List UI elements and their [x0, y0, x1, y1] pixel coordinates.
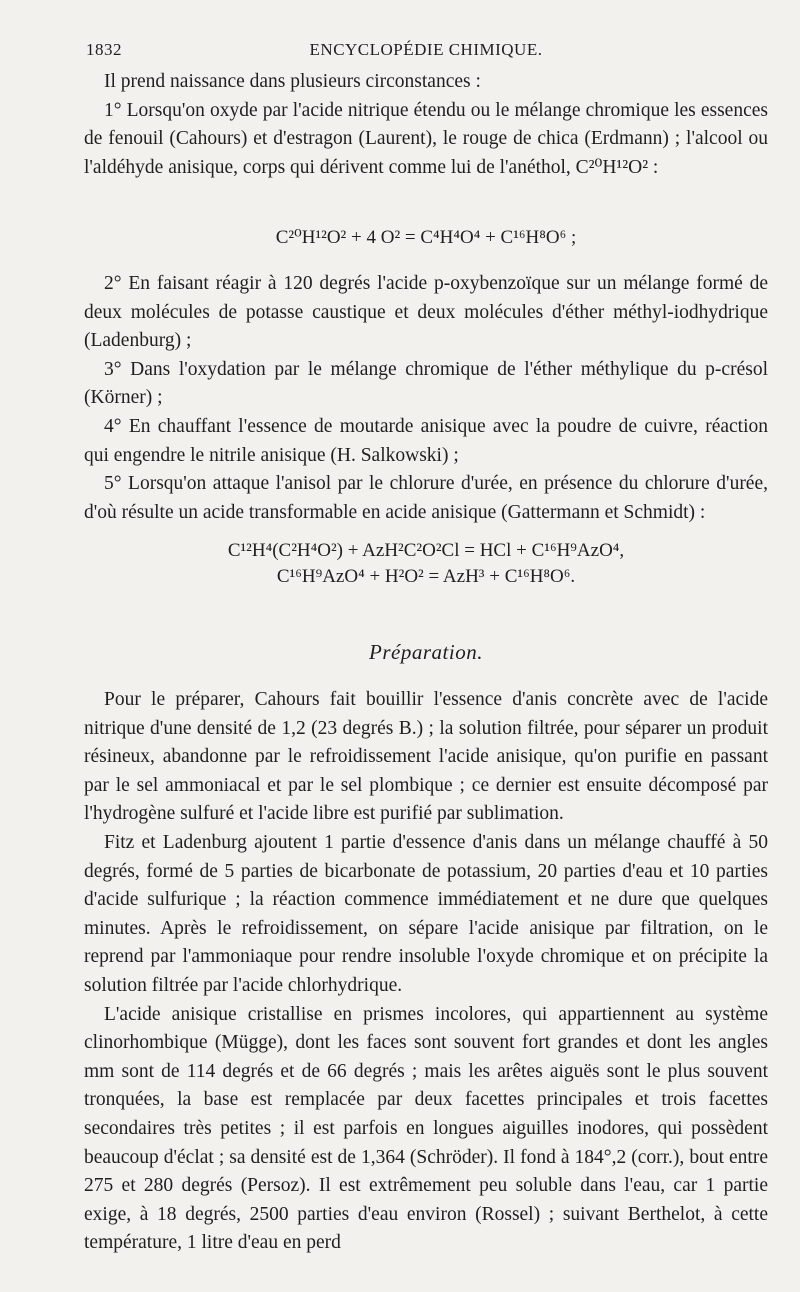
running-title: ENCYCLOPÉDIE CHIMIQUE.	[309, 40, 543, 59]
page-header	[86, 40, 766, 66]
circumstances-block-2	[84, 270, 768, 527]
preparation-paragraph-2: Fitz et Ladenburg ajoutent 1 partie d'essence d'anis dans un mélange chauffé à 50 degrés, formé de 5 parties de bicarbonate de potassium, 20 parties d'eau et 10 parties d'acide sulfurique ; la réaction commence immédiatement et ne dure que quelques minutes. Après le refroidissement, on sépare l'acide anisique par filtration, on le reprend par l'ammoniaque pour rendre insoluble l'oxyde chromique et on précipite la solution filtrée par l'acide chlorhydrique.	[84, 831, 768, 996]
preparation-block	[84, 686, 768, 1258]
formula-anethol-oxidation: C²⁰H¹²O² + 4 O² = C⁴H⁴O⁴ + C¹⁶H⁸O⁶ ;	[275, 227, 577, 248]
page-number: 1832	[86, 40, 122, 59]
formula-anisol-reaction-2: C¹⁶H⁹AzO⁴ + H²O² = AzH³ + C¹⁶H⁸O⁶.	[276, 566, 576, 587]
formula-anisol-reaction-1: C¹²H⁴(C²H⁴O²) + AzH²C²O²Cl = HCl + C¹⁶H⁹AzO⁴,	[227, 540, 625, 561]
section-heading-preparation: Préparation.	[369, 640, 483, 664]
circumstances-block	[84, 68, 768, 182]
list-item-5: 5° Lorsqu'on attaque l'anisol par le chlorure d'urée, en présence du chlorure d'urée, d'où résulte un acide transformable en acide anisique (Gattermann et Schmidt) :	[84, 473, 768, 523]
list-item-1: 1° Lorsqu'on oxyde par l'acide nitrique étendu ou le mélange chromique les essences de fenouil (Cahours) et d'estragon (Laurent), le rouge de chica (Erdmann) ; l'alcool ou l'aldéhyde anisique, corps qui dérivent comme lui de l'anéthol, C²⁰H¹²O² :	[84, 99, 768, 178]
list-item-4: 4° En chauffant l'essence de moutarde anisique avec la poudre de cuivre, réaction qui engendre le nitrile anisique (H. Salkowski) ;	[84, 415, 768, 466]
properties-paragraph: L'acide anisique cristallise en prismes incolores, qui appartiennent au système clinorhombique (Mügge), dont les faces sont souvent fort grandes et dont les angles mm sont de 114 degrés et de 66 degrés ; mais les arêtes aiguës sont le plus souvent tronquées, la base est remplacée par deux facettes principales et trois facettes secondaires très petites ; il est parfois en longues aiguilles inodores, qui possèdent beaucoup d'éclat ; sa densité est de 1,364 (Schröder). Il fond à 184°,2 (corr.), bout entre 275 et 280 degrés (Persoz). Il est extrêmement peu soluble dans l'eau, car 1 partie exige, à 18 degrés, 2500 parties d'eau environ (Rossel) ; suivant Berthelot, à cette température, 1 litre d'eau en perd	[84, 1003, 768, 1254]
intro-paragraph: Il prend naissance dans plusieurs circonstances :	[104, 71, 481, 92]
list-item-3: 3° Dans l'oxydation par le mélange chromique de l'éther méthylique du p-crésol (Körner) ;	[84, 358, 768, 409]
list-item-2: 2° En faisant réagir à 120 degrés l'acide p-oxybenzoïque sur un mélange formé de deux molécules de potasse caustique et deux molécules d'éther méthyl-iodhydrique (Ladenburg) ;	[84, 273, 768, 352]
preparation-paragraph-1: Pour le préparer, Cahours fait bouillir l'essence d'anis concrète avec de l'acide nitrique d'une densité de 1,2 (23 degrés B.) ; la solution filtrée, pour séparer un produit résineux, abandonne par le refroidissement l'acide anisique, qu'on purifie en passant par le sel ammoniacal et par le sel plombique ; ce dernier est ensuite décomposé par l'hydrogène sulfuré et l'acide libre est purifié par sublimation.	[84, 689, 768, 825]
